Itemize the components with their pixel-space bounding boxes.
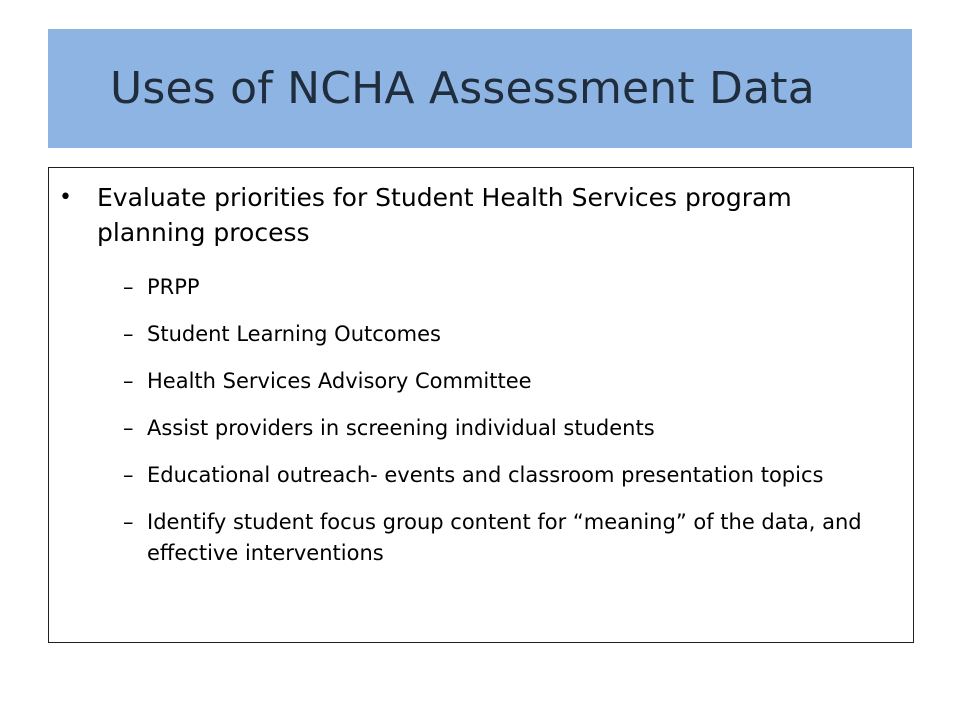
dash-icon: – (123, 369, 134, 393)
dash-icon: – (123, 275, 134, 299)
sub-bullet-text: Assist providers in screening individual students (147, 416, 655, 440)
dash-icon: – (123, 416, 134, 440)
sub-bullet-text: Educational outreach- events and classroom presentation topics (147, 463, 824, 487)
sub-bullet-item (123, 460, 913, 491)
content-box (48, 167, 914, 643)
bullet-dot-icon: • (59, 185, 72, 210)
sub-bullet-text: Student Learning Outcomes (147, 322, 441, 346)
sub-bullet-item (123, 413, 913, 444)
main-bullet-text: Evaluate priorities for Student Health Services program planning process (97, 183, 792, 247)
dash-icon: – (123, 322, 134, 346)
sub-bullet-item (123, 272, 913, 303)
sub-bullet-text: Identify student focus group content for “meaning” of the data, and effective interventions (147, 510, 862, 565)
dash-icon: – (123, 463, 134, 487)
slide-title: Uses of NCHA Assessment Data (110, 62, 815, 114)
sub-bullet-text: PRPP (147, 275, 200, 299)
dash-icon: – (123, 510, 134, 534)
main-bullet (59, 180, 859, 250)
sub-bullet-item (123, 507, 913, 569)
sub-bullet-item (123, 319, 913, 350)
title-bar (48, 29, 912, 148)
sub-bullet-text: Health Services Advisory Committee (147, 369, 532, 393)
sub-bullet-item (123, 366, 913, 397)
sub-bullet-list (123, 272, 913, 585)
